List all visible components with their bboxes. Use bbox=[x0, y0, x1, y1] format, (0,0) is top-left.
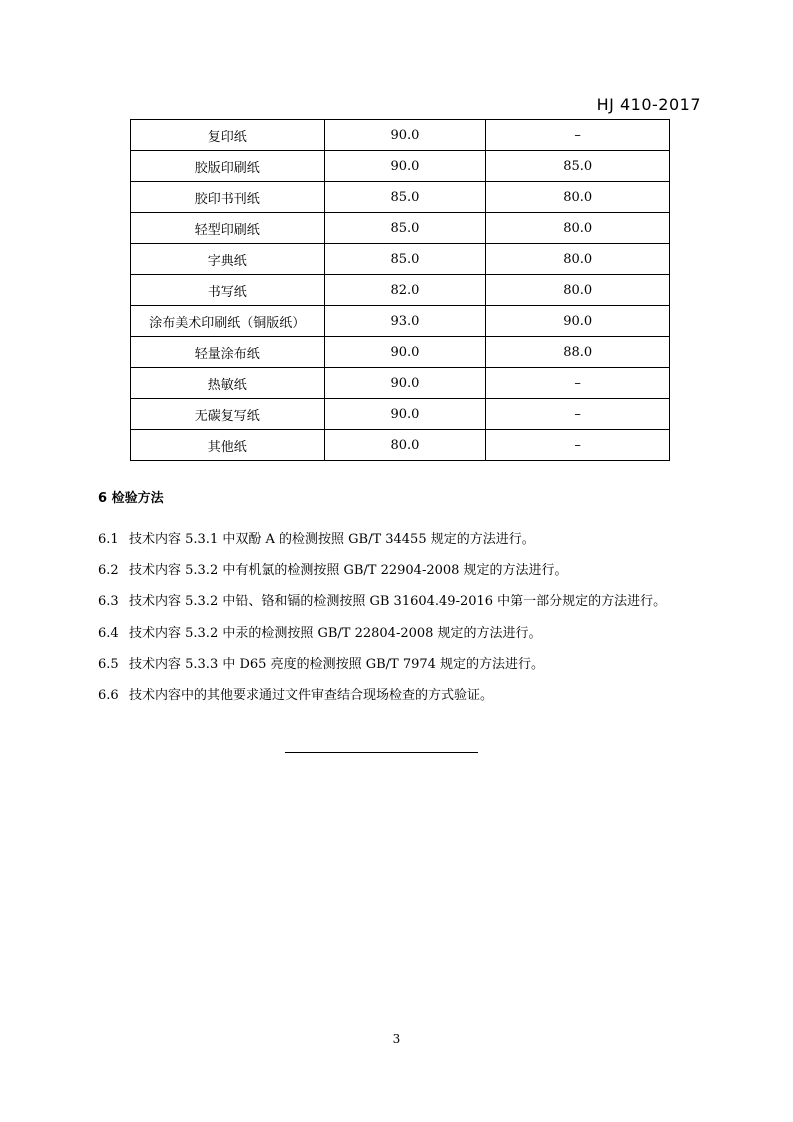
paper-type-cell: 胶版印刷纸 bbox=[131, 151, 325, 182]
paper-type-cell: 无碳复写纸 bbox=[131, 399, 325, 430]
value-cell: 80.0 bbox=[486, 213, 670, 244]
paper-type-cell: 书写纸 bbox=[131, 275, 325, 306]
clause-text: 技术内容 5.3.1 中双酚 A 的检测按照 GB/T 34455 规定的方法进行。 bbox=[129, 532, 535, 547]
value-cell: 90.0 bbox=[324, 337, 486, 368]
value-cell: 90.0 bbox=[324, 120, 486, 151]
value-cell: 90.0 bbox=[324, 399, 486, 430]
value-cell: 90.0 bbox=[486, 306, 670, 337]
clause-item bbox=[98, 684, 718, 715]
value-cell: 80.0 bbox=[324, 430, 486, 461]
value-cell: 90.0 bbox=[324, 151, 486, 182]
table-row bbox=[131, 399, 670, 430]
clause-item bbox=[98, 590, 718, 621]
clause-number: 6.5 bbox=[98, 656, 119, 672]
value-cell: 85.0 bbox=[324, 213, 486, 244]
clause-number: 6.4 bbox=[98, 625, 119, 641]
paper-type-cell: 涂布美术印刷纸（铜版纸） bbox=[131, 306, 325, 337]
value-cell: 80.0 bbox=[486, 275, 670, 306]
standard-code: HJ 410-2017 bbox=[596, 95, 701, 114]
paper-type-cell: 胶印书刊纸 bbox=[131, 182, 325, 213]
table-row bbox=[131, 244, 670, 275]
clause-item bbox=[98, 528, 718, 559]
value-cell: – bbox=[486, 399, 670, 430]
clause-text: 技术内容 5.3.3 中 D65 亮度的检测按照 GB/T 7974 规定的方法进行。 bbox=[129, 656, 545, 672]
clause-text: 技术内容中的其他要求通过文件审查结合现场检查的方式验证。 bbox=[129, 687, 494, 703]
clause-number: 6.6 bbox=[98, 687, 119, 703]
table-row bbox=[131, 368, 670, 399]
paper-brightness-table bbox=[130, 119, 670, 461]
clause-item bbox=[98, 653, 718, 684]
paper-type-cell: 热敏纸 bbox=[131, 368, 325, 399]
table-row bbox=[131, 182, 670, 213]
clause-item bbox=[98, 622, 718, 653]
value-cell: 80.0 bbox=[486, 182, 670, 213]
page-number: 3 bbox=[392, 1032, 401, 1046]
value-cell: 80.0 bbox=[486, 244, 670, 275]
paper-type-cell: 轻型印刷纸 bbox=[131, 213, 325, 244]
clause-item bbox=[98, 559, 718, 590]
section-heading: 6 检验方法 bbox=[98, 491, 164, 506]
clause-text: 技术内容 5.3.2 中汞的检测按照 GB/T 22804-2008 规定的方法进行。 bbox=[129, 625, 542, 641]
value-cell: 82.0 bbox=[324, 275, 486, 306]
table-row bbox=[131, 151, 670, 182]
clause-text: 技术内容 5.3.2 中铅、铬和镉的检测按照 GB 31604.49-2016 中第一部分规定的方法进行。 bbox=[129, 594, 667, 610]
paper-type-cell: 复印纸 bbox=[131, 120, 325, 151]
value-cell: – bbox=[486, 368, 670, 399]
paper-type-cell: 其他纸 bbox=[131, 430, 325, 461]
value-cell: 90.0 bbox=[324, 368, 486, 399]
table-row bbox=[131, 120, 670, 151]
paper-type-cell: 轻量涂布纸 bbox=[131, 337, 325, 368]
value-cell: – bbox=[486, 430, 670, 461]
value-cell: 85.0 bbox=[324, 182, 486, 213]
clause-number: 6.1 bbox=[98, 532, 119, 547]
table-row bbox=[131, 430, 670, 461]
end-of-text-rule bbox=[285, 752, 478, 753]
paper-type-cell: 字典纸 bbox=[131, 244, 325, 275]
value-cell: 85.0 bbox=[324, 244, 486, 275]
table-row bbox=[131, 213, 670, 244]
clause-text: 技术内容 5.3.2 中有机氯的检测按照 GB/T 22904-2008 规定的方法进行。 bbox=[129, 563, 568, 579]
table-row bbox=[131, 306, 670, 337]
table-row bbox=[131, 337, 670, 368]
clause-list bbox=[98, 528, 718, 715]
clause-number: 6.2 bbox=[98, 563, 119, 579]
value-cell: – bbox=[486, 120, 670, 151]
value-cell: 93.0 bbox=[324, 306, 486, 337]
value-cell: 85.0 bbox=[486, 151, 670, 182]
value-cell: 88.0 bbox=[486, 337, 670, 368]
clause-number: 6.3 bbox=[98, 594, 119, 610]
table-row bbox=[131, 275, 670, 306]
